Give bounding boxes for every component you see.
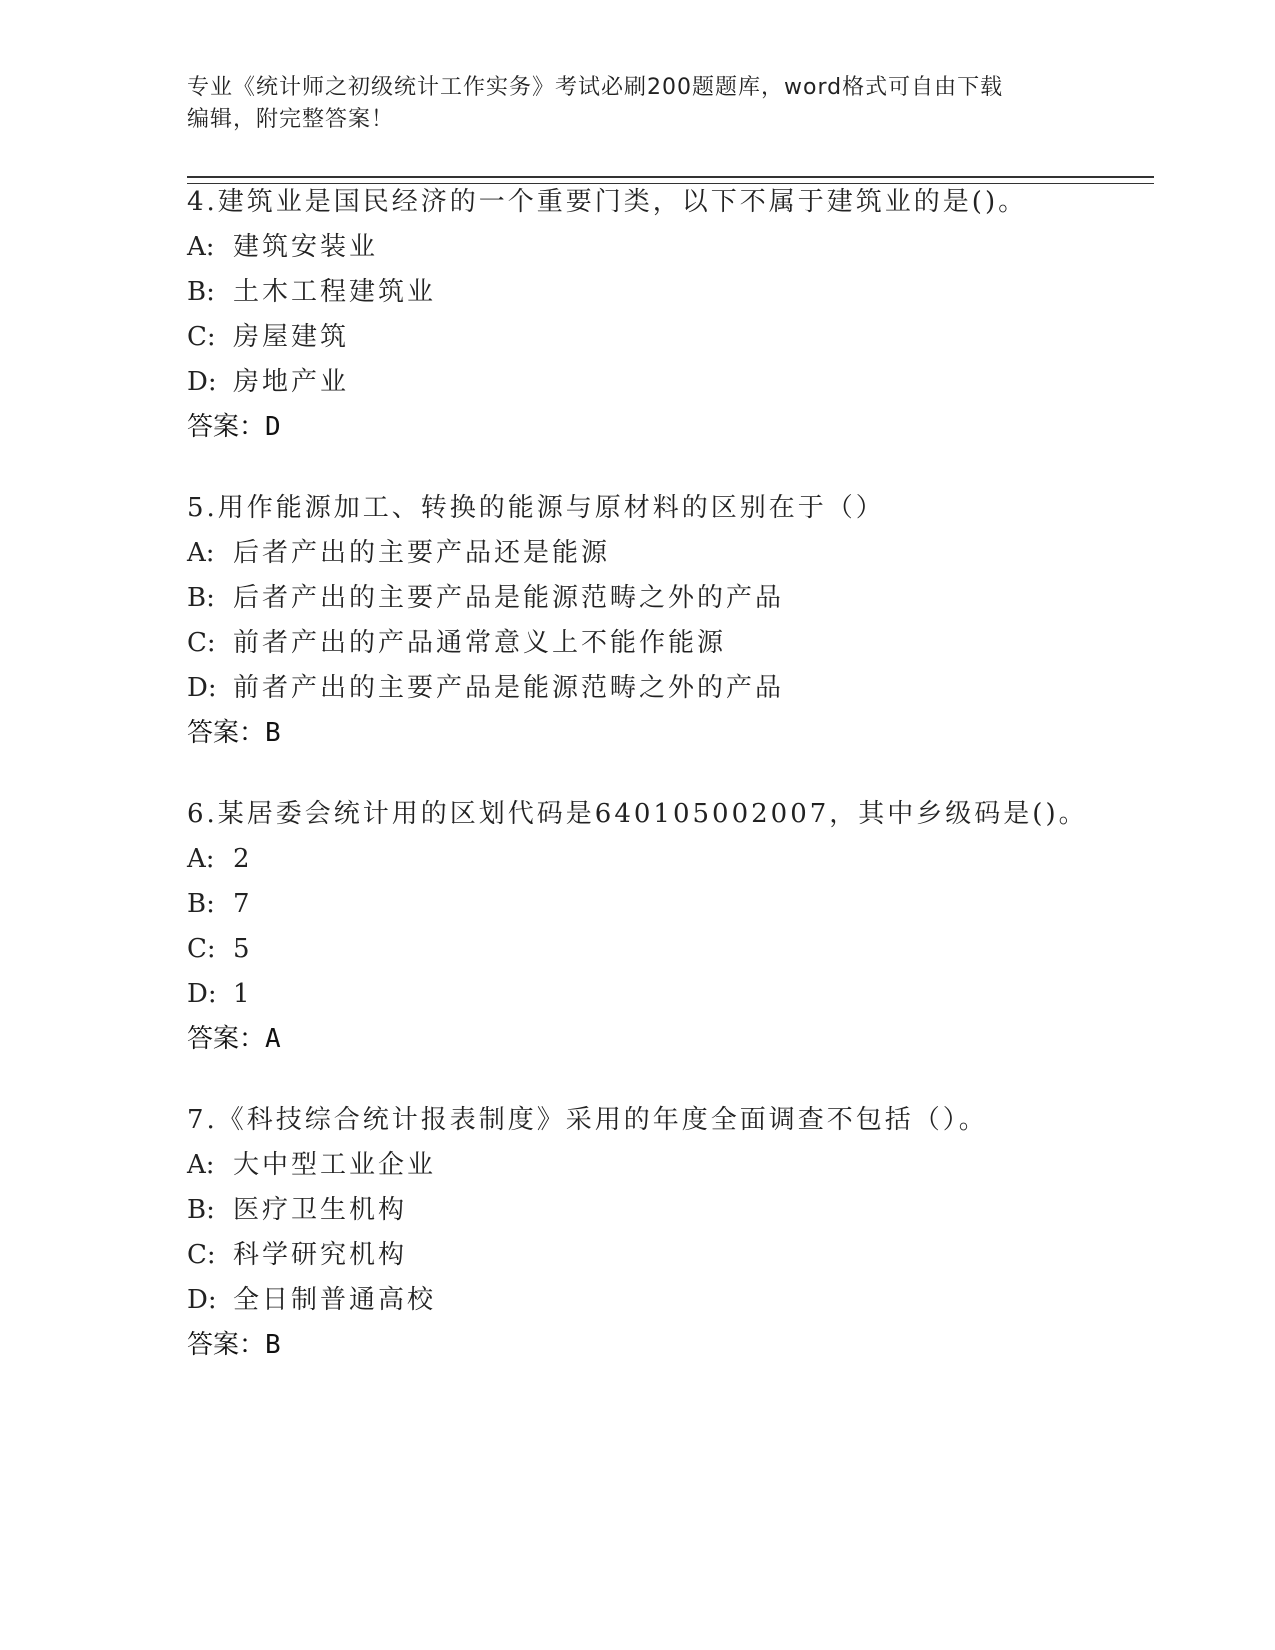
option-text: 全日制普通高校 <box>233 1285 437 1315</box>
option-text: 建筑安装业 <box>233 232 379 262</box>
option-c <box>187 315 1187 360</box>
option-c <box>187 927 1187 972</box>
question-block <box>187 1098 1187 1368</box>
question-stem: 5.用作能源加工、转换的能源与原材料的区别在于（） <box>187 493 885 523</box>
option-text: 科学研究机构 <box>233 1240 408 1270</box>
answer-value: B <box>265 1330 281 1360</box>
option-letter: A: <box>187 538 215 568</box>
option-letter: C: <box>187 628 216 658</box>
answer-value: B <box>265 718 281 748</box>
question-stem: 6.某居委会统计用的区划代码是640105002007，其中乡级码是()。 <box>187 799 1088 829</box>
option-d <box>187 360 1187 405</box>
option-text: 后者产出的主要产品还是能源 <box>233 538 611 568</box>
option-letter: D: <box>187 673 217 703</box>
question-stem: 7.《科技综合统计报表制度》采用的年度全面调查不包括（）。 <box>187 1105 988 1135</box>
answer-line <box>187 405 1187 450</box>
answer-label: 答案： <box>187 1330 266 1360</box>
option-letter: C: <box>187 934 216 964</box>
option-letter: B: <box>187 583 215 613</box>
answer-value: D <box>265 412 281 442</box>
option-letter: A: <box>187 232 215 262</box>
option-letter: B: <box>187 277 215 307</box>
option-b <box>187 1188 1187 1233</box>
option-b <box>187 882 1187 927</box>
option-text: 1 <box>233 979 253 1009</box>
option-letter: D: <box>187 979 217 1009</box>
question-block <box>187 792 1187 1062</box>
question-block <box>187 486 1187 756</box>
option-text: 后者产出的主要产品是能源范畴之外的产品 <box>233 583 785 613</box>
option-d <box>187 666 1187 711</box>
option-letter: A: <box>187 1150 215 1180</box>
option-letter: D: <box>187 1285 217 1315</box>
option-letter: C: <box>187 1240 216 1270</box>
answer-label: 答案： <box>187 718 266 748</box>
answer-line <box>187 1323 1187 1368</box>
option-a <box>187 531 1187 576</box>
option-text: 房地产业 <box>233 367 350 397</box>
option-letter: C: <box>187 322 216 352</box>
header-line-1: 专业《统计师之初级统计工作实务》考试必刷200题题库，word格式可自由下载 <box>187 75 1004 100</box>
option-a <box>187 1143 1187 1188</box>
option-c <box>187 1233 1187 1278</box>
header-line-2: 编辑，附完整答案！ <box>187 107 395 132</box>
option-text: 医疗卫生机构 <box>233 1195 408 1225</box>
option-text: 土木工程建筑业 <box>233 277 437 307</box>
answer-label: 答案： <box>187 412 266 442</box>
answer-line <box>187 711 1187 756</box>
option-letter: A: <box>187 844 215 874</box>
option-text: 7 <box>233 889 253 919</box>
option-c <box>187 621 1187 666</box>
question-block <box>187 180 1187 450</box>
answer-label: 答案： <box>187 1024 266 1054</box>
option-text: 前者产出的主要产品是能源范畴之外的产品 <box>233 673 785 703</box>
option-d <box>187 1278 1187 1323</box>
option-text: 2 <box>233 844 253 874</box>
option-text: 前者产出的产品通常意义上不能作能源 <box>233 628 727 658</box>
option-text: 房屋建筑 <box>233 322 350 352</box>
answer-line <box>187 1017 1187 1062</box>
answer-value: A <box>265 1024 281 1054</box>
option-text: 5 <box>233 934 253 964</box>
option-b <box>187 270 1187 315</box>
option-b <box>187 576 1187 621</box>
option-letter: B: <box>187 889 215 919</box>
option-letter: D: <box>187 367 217 397</box>
question-stem: 4.建筑业是国民经济的一个重要门类，以下不属于建筑业的是()。 <box>187 187 1028 217</box>
option-a <box>187 837 1187 882</box>
option-letter: B: <box>187 1195 215 1225</box>
option-a <box>187 225 1187 270</box>
document-header <box>187 72 1087 136</box>
option-text: 大中型工业企业 <box>233 1150 437 1180</box>
option-d <box>187 972 1187 1017</box>
